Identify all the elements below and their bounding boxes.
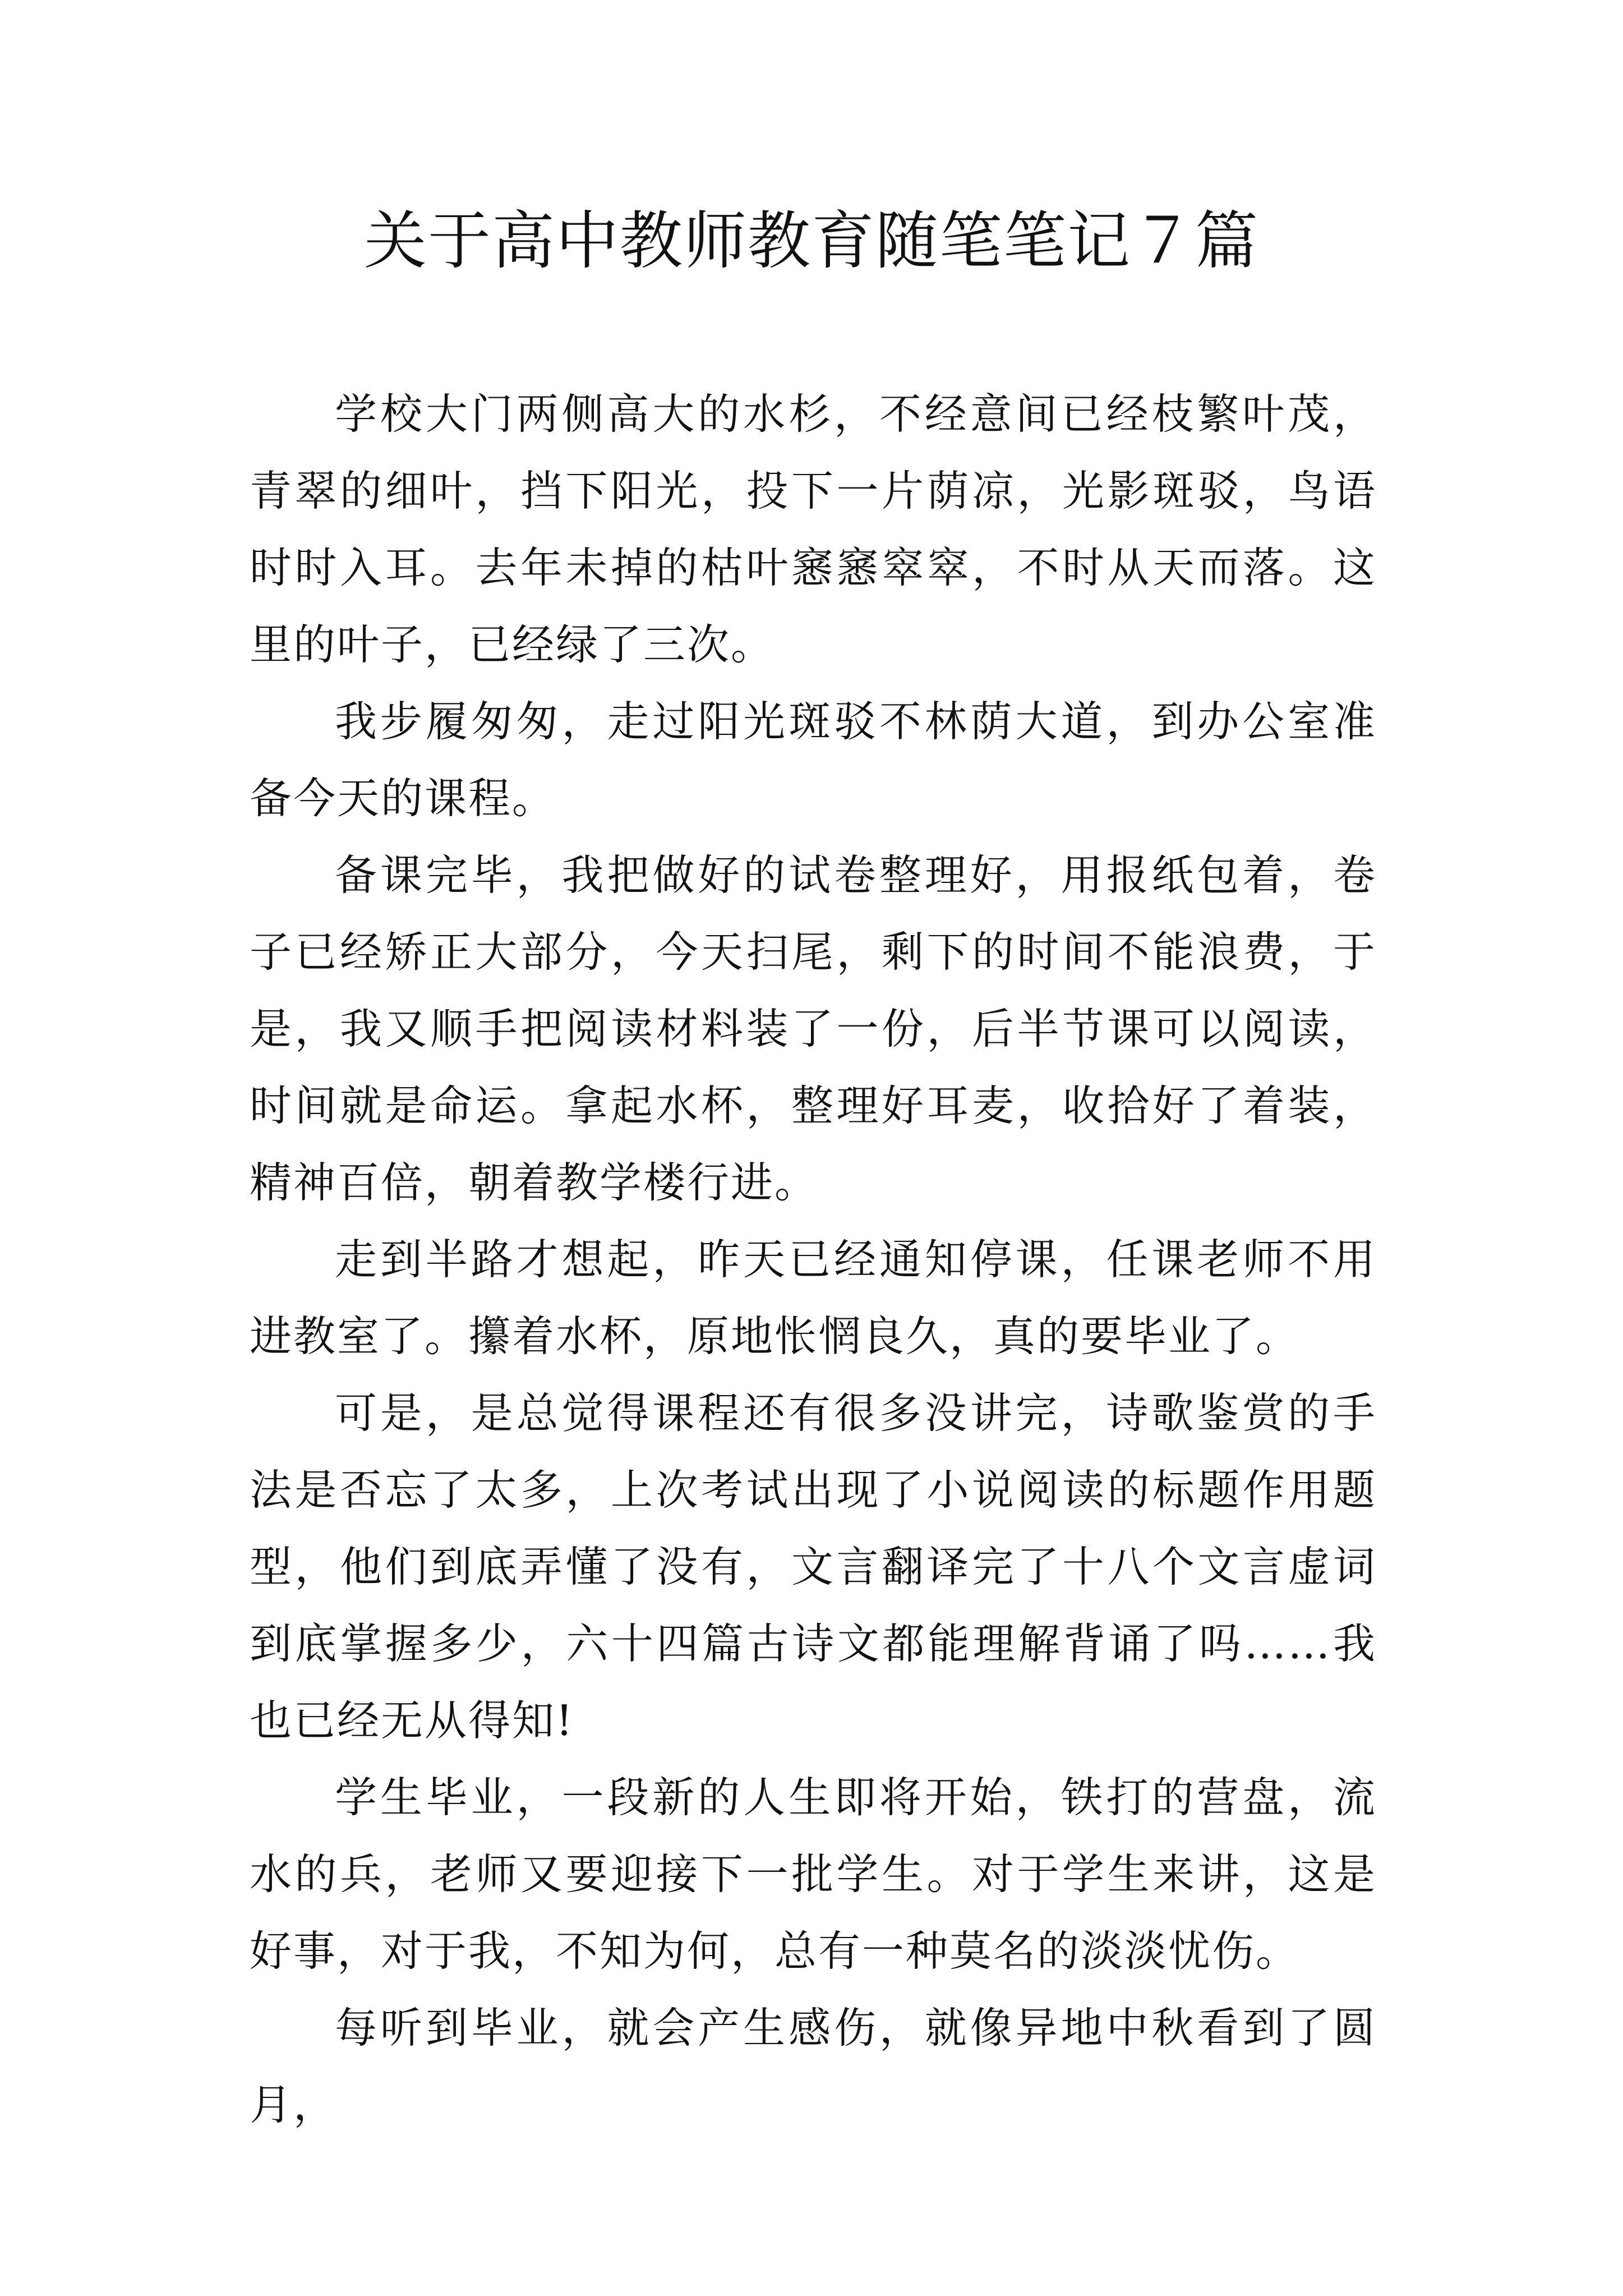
document-title: 关于高中教师教育随笔笔记７篇 bbox=[364, 205, 1259, 278]
paragraph: 每听到毕业，就会产生感伤，就像异地中秋看到了圆月， bbox=[250, 2003, 1377, 2129]
paragraph: 备课完毕，我把做好的试卷整理好，用报纸包着，卷子已经矫正大部分，今天扫尾，剩下的时间不能浪费，于是，我又顺手把阅读材料装了一份，后半节课可以阅读，时间就是命运。拿起水杯，整理好耳麦，收拾好了着装，精神百倍，朝着教学楼行进。 bbox=[250, 850, 1377, 1207]
paragraph: 我步履匆匆，走过阳光斑驳不林荫大道，到办公室准备今天的课程。 bbox=[250, 697, 1377, 823]
paragraph: 走到半路才想起，昨天已经通知停课，任课老师不用进教室了。攥着水杯，原地怅惘良久，真的要毕业了。 bbox=[250, 1235, 1377, 1361]
paragraph: 学生毕业，一段新的人生即将开始，铁打的营盘，流水的兵，老师又要迎接下一批学生。对于学生来讲，这是好事，对于我，不知为何，总有一种莫名的淡淡忧伤。 bbox=[250, 1773, 1377, 1976]
document-body bbox=[250, 376, 1377, 2143]
paragraph: 学校大门两侧高大的水杉，不经意间已经枝繁叶茂，青翠的细叶，挡下阳光，投下一片荫凉，光影斑驳，鸟语时时入耳。去年未掉的枯叶窸窸窣窣，不时从天而落。这里的叶子，已经绿了三次。 bbox=[250, 389, 1377, 669]
paragraph: 可是，是总觉得课程还有很多没讲完，诗歌鉴赏的手法是否忘了太多，上次考试出现了小说阅读的标题作用题型，他们到底弄懂了没有，文言翻译完了十八个文言虚词到底掌握多少，六十四篇古诗文都能理解背诵了吗……我也已经无从得知! bbox=[250, 1388, 1377, 1745]
